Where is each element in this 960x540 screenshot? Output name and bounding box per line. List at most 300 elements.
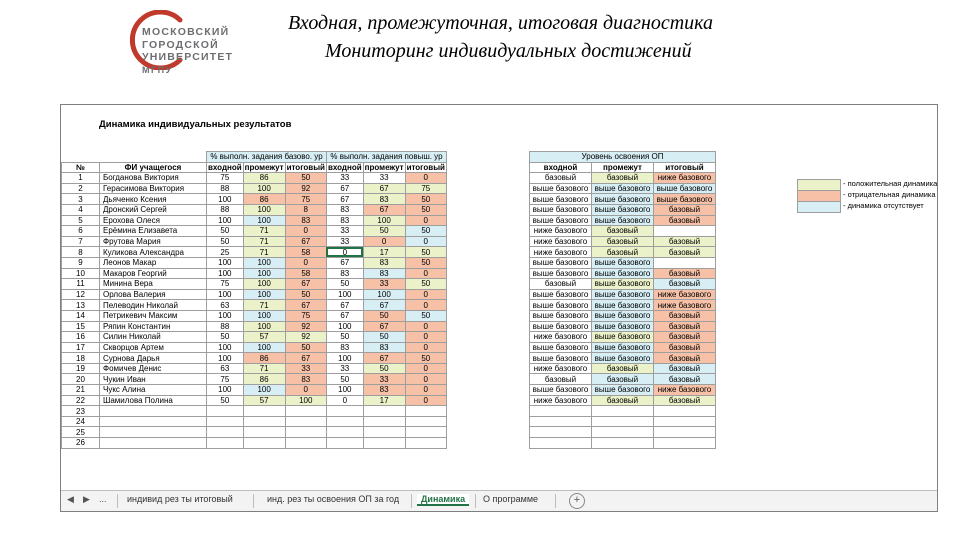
base-entry-cell[interactable]: 63 bbox=[207, 300, 244, 311]
base-final-cell[interactable]: 67 bbox=[285, 236, 326, 247]
row-number[interactable]: 24 bbox=[62, 416, 100, 427]
high-mid-cell[interactable]: 67 bbox=[363, 300, 405, 311]
base-final-cell[interactable]: 75 bbox=[285, 310, 326, 321]
high-mid-cell[interactable]: 67 bbox=[363, 183, 405, 194]
base-entry-cell[interactable]: 100 bbox=[207, 353, 244, 364]
base-entry-cell[interactable] bbox=[207, 406, 244, 417]
base-mid-cell[interactable]: 100 bbox=[243, 279, 285, 290]
student-name[interactable] bbox=[100, 416, 207, 427]
tab-nav-more[interactable]: ... bbox=[99, 494, 107, 504]
level-mid-cell[interactable]: выше базового bbox=[592, 194, 654, 205]
tab-nav-next-icon[interactable]: ▶ bbox=[83, 494, 90, 504]
level-final-cell[interactable]: базовый bbox=[654, 236, 716, 247]
tab-individual-final[interactable]: индивид рез ты итоговый bbox=[127, 494, 233, 504]
level-final-cell[interactable]: базовый bbox=[654, 247, 716, 258]
high-entry-cell[interactable]: 67 bbox=[326, 310, 363, 321]
high-final-cell[interactable]: 0 bbox=[405, 395, 446, 406]
base-final-cell[interactable]: 0 bbox=[285, 257, 326, 268]
base-mid-cell[interactable] bbox=[243, 427, 285, 438]
base-mid-cell[interactable]: 100 bbox=[243, 321, 285, 332]
row-number[interactable]: 8 bbox=[62, 247, 100, 258]
high-final-cell[interactable]: 0 bbox=[405, 215, 446, 226]
base-entry-cell[interactable]: 100 bbox=[207, 385, 244, 396]
row-number[interactable]: 23 bbox=[62, 406, 100, 417]
row-number[interactable]: 18 bbox=[62, 353, 100, 364]
base-final-cell[interactable]: 83 bbox=[285, 374, 326, 385]
level-entry-cell[interactable] bbox=[530, 416, 592, 427]
student-name[interactable]: Дьяченко Ксения bbox=[100, 194, 207, 205]
high-entry-cell[interactable]: 83 bbox=[326, 204, 363, 215]
base-entry-cell[interactable]: 100 bbox=[207, 289, 244, 300]
student-name[interactable]: Фрутова Мария bbox=[100, 236, 207, 247]
level-entry-cell[interactable]: ниже базового bbox=[530, 226, 592, 237]
level-mid-cell[interactable]: базовый bbox=[592, 395, 654, 406]
base-mid-cell[interactable]: 71 bbox=[243, 300, 285, 311]
high-entry-cell[interactable] bbox=[326, 438, 363, 449]
level-entry-cell[interactable]: выше базового bbox=[530, 321, 592, 332]
row-number[interactable]: 7 bbox=[62, 236, 100, 247]
row-number[interactable]: 16 bbox=[62, 332, 100, 343]
level-entry-cell[interactable]: выше базового bbox=[530, 310, 592, 321]
high-entry-cell[interactable]: 67 bbox=[326, 183, 363, 194]
level-entry-cell[interactable]: выше базового bbox=[530, 353, 592, 364]
row-number[interactable]: 5 bbox=[62, 215, 100, 226]
level-mid-cell[interactable]: базовый bbox=[592, 247, 654, 258]
high-mid-cell[interactable]: 33 bbox=[363, 279, 405, 290]
high-final-cell[interactable] bbox=[405, 416, 446, 427]
level-entry-cell[interactable]: выше базового bbox=[530, 194, 592, 205]
base-final-cell[interactable] bbox=[285, 406, 326, 417]
high-entry-cell[interactable]: 83 bbox=[326, 268, 363, 279]
level-mid-cell[interactable]: выше базового bbox=[592, 321, 654, 332]
student-name[interactable] bbox=[100, 438, 207, 449]
base-mid-cell[interactable]: 100 bbox=[243, 289, 285, 300]
high-entry-cell[interactable]: 33 bbox=[326, 236, 363, 247]
student-name[interactable]: Фомичев Денис bbox=[100, 363, 207, 374]
level-entry-cell[interactable]: выше базового bbox=[530, 257, 592, 268]
row-number[interactable]: 6 bbox=[62, 226, 100, 237]
student-name[interactable]: Куликова Александра bbox=[100, 247, 207, 258]
high-entry-cell[interactable]: 100 bbox=[326, 321, 363, 332]
tab-separator bbox=[253, 494, 254, 508]
base-final-cell[interactable]: 50 bbox=[285, 289, 326, 300]
high-mid-cell[interactable]: 50 bbox=[363, 363, 405, 374]
level-mid-cell[interactable]: выше базового bbox=[592, 300, 654, 311]
level-mid-cell[interactable]: выше базового bbox=[592, 268, 654, 279]
high-mid-cell[interactable]: 67 bbox=[363, 204, 405, 215]
row-number[interactable]: 11 bbox=[62, 279, 100, 290]
base-entry-cell[interactable]: 100 bbox=[207, 310, 244, 321]
high-mid-cell[interactable]: 83 bbox=[363, 342, 405, 353]
base-entry-cell[interactable]: 75 bbox=[207, 279, 244, 290]
high-mid-cell[interactable]: 83 bbox=[363, 194, 405, 205]
high-mid-cell[interactable]: 33 bbox=[363, 173, 405, 184]
row-number[interactable]: 3 bbox=[62, 194, 100, 205]
tab-nav-prev-icon[interactable]: ◀ bbox=[67, 494, 74, 504]
high-entry-cell[interactable] bbox=[326, 416, 363, 427]
high-mid-cell[interactable] bbox=[363, 406, 405, 417]
high-entry-cell[interactable]: 83 bbox=[326, 215, 363, 226]
student-name[interactable]: Силин Николай bbox=[100, 332, 207, 343]
student-name[interactable]: Леонов Макар bbox=[100, 257, 207, 268]
base-final-cell[interactable]: 83 bbox=[285, 215, 326, 226]
base-final-cell[interactable]: 58 bbox=[285, 247, 326, 258]
base-mid-cell[interactable]: 57 bbox=[243, 332, 285, 343]
base-final-cell[interactable]: 0 bbox=[285, 385, 326, 396]
row-number[interactable]: 9 bbox=[62, 257, 100, 268]
high-entry-cell[interactable]: 0 bbox=[326, 395, 363, 406]
level-entry-cell[interactable]: выше базового bbox=[530, 385, 592, 396]
level-final-cell[interactable]: базовый bbox=[654, 363, 716, 374]
level-final-cell[interactable] bbox=[654, 427, 716, 438]
high-entry-cell[interactable]: 33 bbox=[326, 363, 363, 374]
base-entry-cell[interactable]: 88 bbox=[207, 183, 244, 194]
high-entry-cell[interactable]: 33 bbox=[326, 173, 363, 184]
high-entry-cell[interactable]: 100 bbox=[326, 385, 363, 396]
base-final-cell[interactable]: 92 bbox=[285, 183, 326, 194]
base-mid-cell[interactable]: 86 bbox=[243, 194, 285, 205]
level-final-cell[interactable]: базовый bbox=[654, 342, 716, 353]
high-mid-cell[interactable]: 50 bbox=[363, 226, 405, 237]
high-entry-cell[interactable]: 67 bbox=[326, 257, 363, 268]
student-name[interactable]: Шамилова Полина bbox=[100, 395, 207, 406]
row-number[interactable]: 13 bbox=[62, 300, 100, 311]
level-final-cell[interactable] bbox=[654, 438, 716, 449]
base-mid-cell[interactable]: 100 bbox=[243, 215, 285, 226]
high-final-cell[interactable]: 50 bbox=[405, 204, 446, 215]
level-mid-cell[interactable]: выше базового bbox=[592, 385, 654, 396]
level-mid-cell[interactable]: выше базового bbox=[592, 204, 654, 215]
base-entry-cell[interactable]: 25 bbox=[207, 247, 244, 258]
high-final-cell[interactable] bbox=[405, 406, 446, 417]
high-final-cell[interactable] bbox=[405, 438, 446, 449]
student-name[interactable]: Богданова Виктория bbox=[100, 173, 207, 184]
high-mid-cell[interactable]: 100 bbox=[363, 215, 405, 226]
high-final-cell[interactable]: 0 bbox=[405, 268, 446, 279]
high-entry-cell[interactable] bbox=[326, 406, 363, 417]
student-name[interactable]: Чукин Иван bbox=[100, 374, 207, 385]
level-mid-cell[interactable] bbox=[592, 438, 654, 449]
base-final-cell[interactable]: 8 bbox=[285, 204, 326, 215]
student-name[interactable]: Орлова Валерия bbox=[100, 289, 207, 300]
level-entry-cell[interactable] bbox=[530, 427, 592, 438]
level-final-cell[interactable] bbox=[654, 406, 716, 417]
base-final-cell[interactable] bbox=[285, 438, 326, 449]
base-final-cell[interactable]: 50 bbox=[285, 342, 326, 353]
high-final-cell[interactable]: 50 bbox=[405, 257, 446, 268]
base-entry-cell[interactable] bbox=[207, 416, 244, 427]
student-name[interactable]: Пелеводин Николай bbox=[100, 300, 207, 311]
student-name[interactable]: Герасимова Виктория bbox=[100, 183, 207, 194]
base-final-cell[interactable]: 92 bbox=[285, 321, 326, 332]
level-final-cell[interactable]: ниже базового bbox=[654, 300, 716, 311]
level-final-cell[interactable]: базовый bbox=[654, 395, 716, 406]
level-mid-cell[interactable]: выше базового bbox=[592, 183, 654, 194]
high-final-cell[interactable]: 0 bbox=[405, 385, 446, 396]
level-final-cell[interactable]: базовый bbox=[654, 310, 716, 321]
level-entry-cell[interactable]: базовый bbox=[530, 173, 592, 184]
student-name[interactable]: Чукс Алина bbox=[100, 385, 207, 396]
high-mid-cell[interactable]: 100 bbox=[363, 289, 405, 300]
base-final-cell[interactable]: 33 bbox=[285, 363, 326, 374]
high-final-cell[interactable]: 50 bbox=[405, 194, 446, 205]
level-entry-cell[interactable]: выше базового bbox=[530, 342, 592, 353]
base-final-cell[interactable]: 100 bbox=[285, 395, 326, 406]
student-name[interactable] bbox=[100, 427, 207, 438]
base-mid-cell[interactable]: 71 bbox=[243, 226, 285, 237]
base-entry-cell[interactable]: 50 bbox=[207, 332, 244, 343]
base-final-cell[interactable]: 75 bbox=[285, 194, 326, 205]
add-sheet-icon[interactable]: + bbox=[569, 493, 585, 509]
high-final-cell[interactable]: 50 bbox=[405, 226, 446, 237]
level-entry-cell[interactable]: выше базового bbox=[530, 268, 592, 279]
base-mid-cell[interactable]: 100 bbox=[243, 268, 285, 279]
level-mid-cell[interactable]: выше базового bbox=[592, 215, 654, 226]
base-final-cell[interactable]: 58 bbox=[285, 268, 326, 279]
base-final-cell[interactable]: 92 bbox=[285, 332, 326, 343]
row-number[interactable]: 1 bbox=[62, 173, 100, 184]
high-mid-cell[interactable] bbox=[363, 416, 405, 427]
row-number[interactable]: 12 bbox=[62, 289, 100, 300]
base-entry-cell[interactable]: 63 bbox=[207, 363, 244, 374]
level-mid-cell[interactable]: выше базового bbox=[592, 332, 654, 343]
base-mid-cell[interactable] bbox=[243, 438, 285, 449]
high-mid-cell[interactable]: 83 bbox=[363, 385, 405, 396]
base-final-cell[interactable]: 50 bbox=[285, 173, 326, 184]
level-final-cell[interactable]: выше базового bbox=[654, 183, 716, 194]
high-mid-cell[interactable]: 50 bbox=[363, 310, 405, 321]
base-mid-cell[interactable]: 86 bbox=[243, 374, 285, 385]
level-final-cell[interactable]: базовый bbox=[654, 279, 716, 290]
high-final-cell[interactable]: 0 bbox=[405, 300, 446, 311]
base-entry-cell[interactable]: 75 bbox=[207, 173, 244, 184]
level-final-cell[interactable]: базовый bbox=[654, 204, 716, 215]
row-number[interactable]: 25 bbox=[62, 427, 100, 438]
high-final-cell[interactable] bbox=[405, 427, 446, 438]
level-final-cell[interactable]: выше базового bbox=[654, 194, 716, 205]
base-mid-cell[interactable]: 86 bbox=[243, 173, 285, 184]
level-entry-cell[interactable]: выше базового bbox=[530, 204, 592, 215]
high-entry-cell[interactable]: 67 bbox=[326, 300, 363, 311]
university-logo bbox=[120, 8, 270, 80]
high-final-cell[interactable]: 0 bbox=[405, 342, 446, 353]
table-row bbox=[530, 427, 716, 438]
row-number[interactable]: 26 bbox=[62, 438, 100, 449]
row-number[interactable]: 17 bbox=[62, 342, 100, 353]
base-final-cell[interactable]: 67 bbox=[285, 300, 326, 311]
empty-header-cell bbox=[62, 152, 100, 163]
base-entry-cell[interactable] bbox=[207, 438, 244, 449]
high-final-cell[interactable]: 50 bbox=[405, 279, 446, 290]
student-name[interactable]: Ерохова Олеся bbox=[100, 215, 207, 226]
level-mid-cell[interactable]: базовый bbox=[592, 226, 654, 237]
level-mid-cell[interactable] bbox=[592, 406, 654, 417]
student-name[interactable]: Макаров Георгий bbox=[100, 268, 207, 279]
base-mid-cell[interactable]: 100 bbox=[243, 342, 285, 353]
high-mid-cell[interactable]: 17 bbox=[363, 247, 405, 258]
high-entry-cell[interactable]: 83 bbox=[326, 342, 363, 353]
high-entry-cell[interactable]: 100 bbox=[326, 353, 363, 364]
base-mid-cell[interactable]: 71 bbox=[243, 236, 285, 247]
base-entry-cell[interactable]: 100 bbox=[207, 194, 244, 205]
level-entry-cell[interactable] bbox=[530, 406, 592, 417]
level-final-cell[interactable]: базовый bbox=[654, 374, 716, 385]
level-mid-cell[interactable]: выше базового bbox=[592, 310, 654, 321]
high-final-cell[interactable]: 0 bbox=[405, 236, 446, 247]
base-entry-cell[interactable]: 100 bbox=[207, 342, 244, 353]
student-name[interactable]: Сурнова Дарья bbox=[100, 353, 207, 364]
row-number[interactable]: 20 bbox=[62, 374, 100, 385]
level-mid-cell[interactable]: выше базового bbox=[592, 353, 654, 364]
base-final-cell[interactable] bbox=[285, 427, 326, 438]
high-final-cell[interactable]: 50 bbox=[405, 353, 446, 364]
level-mid-cell[interactable] bbox=[592, 427, 654, 438]
high-mid-cell[interactable]: 67 bbox=[363, 321, 405, 332]
high-entry-cell[interactable]: 100 bbox=[326, 289, 363, 300]
high-final-cell[interactable]: 0 bbox=[405, 363, 446, 374]
level-entry-cell[interactable]: выше базового bbox=[530, 300, 592, 311]
level-entry-cell[interactable]: ниже базового bbox=[530, 247, 592, 258]
high-mid-cell[interactable]: 17 bbox=[363, 395, 405, 406]
tab-about[interactable]: О программе bbox=[483, 494, 539, 504]
level-mid-cell[interactable]: выше базового bbox=[592, 289, 654, 300]
base-mid-cell[interactable] bbox=[243, 416, 285, 427]
level-final-cell[interactable]: базовый bbox=[654, 268, 716, 279]
high-mid-cell[interactable]: 50 bbox=[363, 332, 405, 343]
student-name[interactable]: Минина Вера bbox=[100, 279, 207, 290]
high-mid-cell[interactable] bbox=[363, 438, 405, 449]
base-mid-cell[interactable]: 71 bbox=[243, 247, 285, 258]
high-final-cell[interactable]: 0 bbox=[405, 321, 446, 332]
high-entry-cell[interactable]: 0 bbox=[326, 247, 363, 258]
student-name[interactable]: Ерёмина Елизавета bbox=[100, 226, 207, 237]
level-mid-cell[interactable]: выше базового bbox=[592, 257, 654, 268]
high-final-cell[interactable]: 0 bbox=[405, 374, 446, 385]
high-mid-cell[interactable]: 33 bbox=[363, 374, 405, 385]
high-mid-cell[interactable]: 83 bbox=[363, 257, 405, 268]
high-final-cell[interactable]: 75 bbox=[405, 183, 446, 194]
table-row bbox=[62, 183, 447, 194]
high-entry-cell[interactable]: 67 bbox=[326, 194, 363, 205]
tab-individual-op[interactable]: инд. рез ты освоения ОП за год bbox=[267, 494, 400, 504]
tab-dynamics[interactable]: Динамика bbox=[417, 494, 469, 506]
level-entry-cell[interactable]: ниже базового bbox=[530, 363, 592, 374]
high-entry-cell[interactable]: 50 bbox=[326, 332, 363, 343]
level-entry-cell[interactable]: выше базового bbox=[530, 183, 592, 194]
level-mid-cell[interactable]: базовый bbox=[592, 363, 654, 374]
base-entry-cell[interactable]: 50 bbox=[207, 395, 244, 406]
base-entry-cell[interactable]: 88 bbox=[207, 321, 244, 332]
level-mid-cell[interactable]: выше базового bbox=[592, 342, 654, 353]
high-final-cell[interactable]: 0 bbox=[405, 173, 446, 184]
high-final-cell[interactable]: 0 bbox=[405, 332, 446, 343]
student-name[interactable]: Ряпин Константин bbox=[100, 321, 207, 332]
level-mid-cell[interactable]: базовый bbox=[592, 236, 654, 247]
base-mid-cell[interactable]: 100 bbox=[243, 183, 285, 194]
high-entry-cell[interactable] bbox=[326, 427, 363, 438]
base-final-cell[interactable]: 67 bbox=[285, 353, 326, 364]
high-entry-cell[interactable]: 33 bbox=[326, 226, 363, 237]
level-entry-cell[interactable]: базовый bbox=[530, 279, 592, 290]
high-entry-cell[interactable]: 50 bbox=[326, 279, 363, 290]
level-mid-cell[interactable] bbox=[592, 416, 654, 427]
level-final-cell[interactable] bbox=[654, 416, 716, 427]
high-final-cell[interactable]: 50 bbox=[405, 247, 446, 258]
level-final-cell[interactable] bbox=[654, 226, 716, 237]
base-final-cell[interactable] bbox=[285, 416, 326, 427]
base-mid-cell[interactable]: 86 bbox=[243, 353, 285, 364]
level-final-cell[interactable] bbox=[654, 257, 716, 268]
level-entry-cell[interactable]: ниже базового bbox=[530, 395, 592, 406]
base-final-cell[interactable]: 67 bbox=[285, 279, 326, 290]
level-final-cell[interactable]: базовый bbox=[654, 321, 716, 332]
high-mid-cell[interactable]: 0 bbox=[363, 236, 405, 247]
level-mid-cell[interactable]: базовый bbox=[592, 173, 654, 184]
row-number[interactable]: 22 bbox=[62, 395, 100, 406]
header-mid: промежут bbox=[244, 162, 284, 172]
base-mid-cell[interactable]: 57 bbox=[243, 395, 285, 406]
student-name[interactable]: Скворцов Артем bbox=[100, 342, 207, 353]
student-name[interactable]: Дронский Сергей bbox=[100, 204, 207, 215]
base-entry-cell[interactable]: 100 bbox=[207, 268, 244, 279]
base-mid-cell[interactable]: 100 bbox=[243, 257, 285, 268]
row-number[interactable]: 21 bbox=[62, 385, 100, 396]
base-entry-cell[interactable] bbox=[207, 427, 244, 438]
high-mid-cell[interactable] bbox=[363, 427, 405, 438]
high-mid-cell[interactable]: 67 bbox=[363, 353, 405, 364]
high-entry-cell[interactable]: 50 bbox=[326, 374, 363, 385]
base-entry-cell[interactable]: 100 bbox=[207, 257, 244, 268]
base-entry-cell[interactable]: 50 bbox=[207, 226, 244, 237]
base-entry-cell[interactable]: 100 bbox=[207, 215, 244, 226]
level-entry-cell[interactable]: ниже базового bbox=[530, 236, 592, 247]
level-entry-cell[interactable]: базовый bbox=[530, 374, 592, 385]
row-number[interactable]: 2 bbox=[62, 183, 100, 194]
level-final-cell[interactable]: ниже базового bbox=[654, 173, 716, 184]
row-number[interactable]: 19 bbox=[62, 363, 100, 374]
base-mid-cell[interactable] bbox=[243, 406, 285, 417]
row-number[interactable]: 14 bbox=[62, 310, 100, 321]
base-entry-cell[interactable]: 88 bbox=[207, 204, 244, 215]
level-entry-cell[interactable]: ниже базового bbox=[530, 332, 592, 343]
base-mid-cell[interactable]: 100 bbox=[243, 310, 285, 321]
level-entry-cell[interactable] bbox=[530, 438, 592, 449]
base-final-cell[interactable]: 0 bbox=[285, 226, 326, 237]
level-final-cell[interactable]: ниже базового bbox=[654, 385, 716, 396]
high-final-cell[interactable]: 50 bbox=[405, 310, 446, 321]
row-number[interactable]: 15 bbox=[62, 321, 100, 332]
high-final-cell[interactable]: 0 bbox=[405, 289, 446, 300]
level-mid-cell[interactable]: базовый bbox=[592, 374, 654, 385]
level-entry-cell[interactable]: выше базового bbox=[530, 215, 592, 226]
base-entry-cell[interactable]: 50 bbox=[207, 236, 244, 247]
level-mid-cell[interactable]: выше базового bbox=[592, 279, 654, 290]
base-mid-cell[interactable]: 100 bbox=[243, 385, 285, 396]
row-number[interactable]: 10 bbox=[62, 268, 100, 279]
level-final-cell[interactable]: базовый bbox=[654, 353, 716, 364]
level-final-cell[interactable]: базовый bbox=[654, 332, 716, 343]
high-mid-cell[interactable]: 83 bbox=[363, 268, 405, 279]
level-final-cell[interactable]: базовый bbox=[654, 215, 716, 226]
base-mid-cell[interactable]: 71 bbox=[243, 363, 285, 374]
base-entry-cell[interactable]: 75 bbox=[207, 374, 244, 385]
row-number[interactable]: 4 bbox=[62, 204, 100, 215]
student-name[interactable]: Петрикевич Максим bbox=[100, 310, 207, 321]
base-mid-cell[interactable]: 100 bbox=[243, 204, 285, 215]
student-name[interactable] bbox=[100, 406, 207, 417]
level-final-cell[interactable]: ниже базового bbox=[654, 289, 716, 300]
level-entry-cell[interactable]: выше базового bbox=[530, 289, 592, 300]
